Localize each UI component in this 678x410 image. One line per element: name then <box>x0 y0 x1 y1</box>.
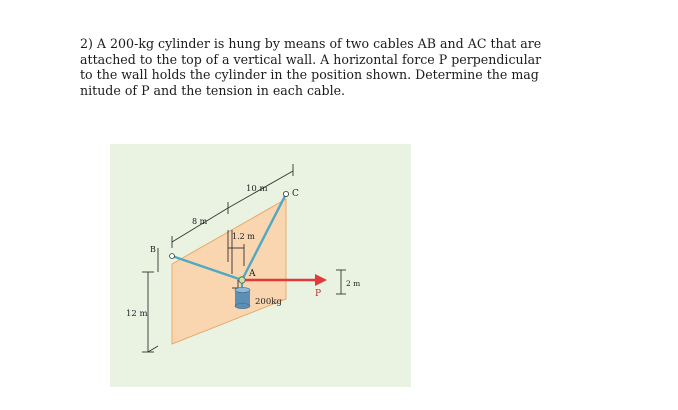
label-point-c: C <box>292 189 299 199</box>
problem-statement <box>80 36 600 98</box>
point-b-marker <box>170 254 175 259</box>
label-dim-8m: 8 m <box>192 217 208 226</box>
label-point-a: A <box>249 269 256 279</box>
label-dim-10m: 10 m <box>246 184 268 194</box>
problem-line-2: attached to the top of a vertical wall. A horizontal force P perpendicular <box>80 51 542 67</box>
force-p-arrowhead <box>315 274 327 286</box>
problem-line-4: nitude of P and the tension in each cable. <box>80 82 346 98</box>
label-mass: 200kg <box>255 297 282 307</box>
label-dim-12m: 12 m <box>126 309 148 319</box>
figure-drawing <box>110 144 411 387</box>
wall <box>172 199 286 344</box>
label-dim-1-2m: 1.2 m <box>232 232 255 241</box>
problem-line-3: to the wall holds the cylinder in the position shown. Determine the mag <box>80 67 539 83</box>
point-a-marker <box>239 277 245 283</box>
cylinder <box>235 287 250 308</box>
label-point-b: B <box>150 245 156 254</box>
point-c-marker <box>283 191 288 196</box>
problem-line-1: 2) A 200-kg cylinder is hung by means of two cables AB and AC that are <box>80 36 542 51</box>
label-force-p: P <box>315 289 322 299</box>
problem-figure <box>110 144 411 387</box>
label-dim-2m: 2 m <box>346 279 361 288</box>
